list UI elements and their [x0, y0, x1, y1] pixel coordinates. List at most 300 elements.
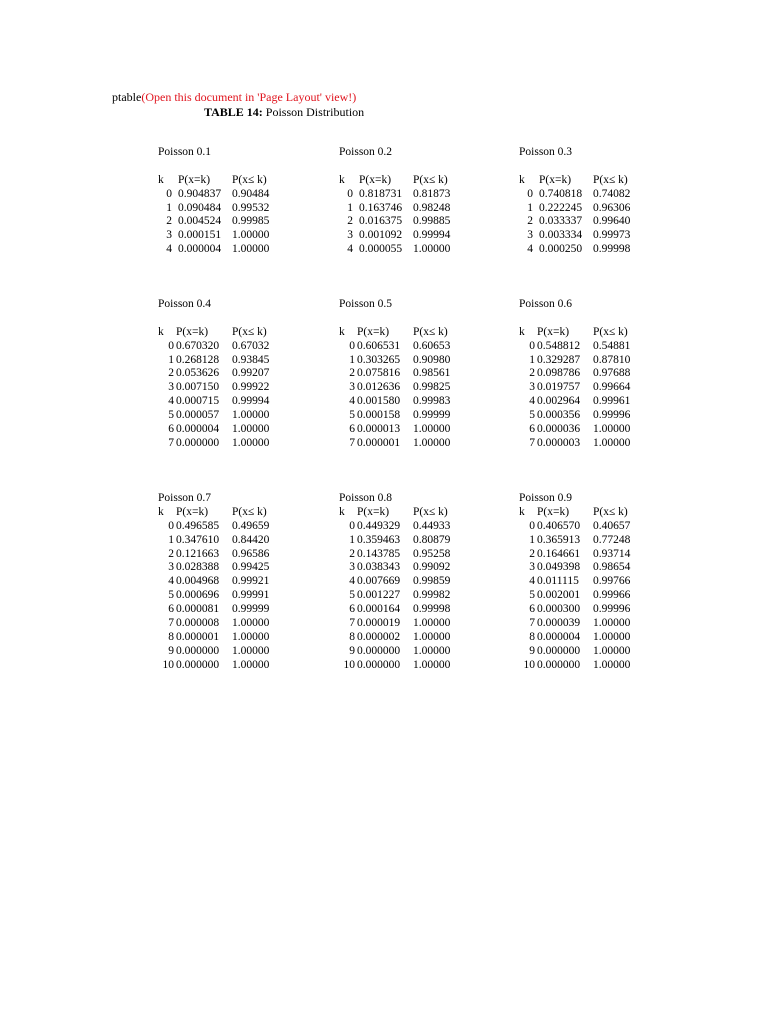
k-value: 2	[529, 547, 535, 560]
k-value: 0	[349, 519, 355, 532]
k-column-header: k	[158, 505, 164, 518]
k-value: 1	[347, 201, 353, 214]
table-number: TABLE 14:	[204, 105, 263, 119]
table-row	[519, 202, 643, 216]
table-row	[158, 589, 282, 603]
cumulative-value: 1.00000	[413, 436, 451, 449]
column-header-row	[158, 326, 282, 340]
table-row	[519, 423, 643, 437]
cumulative-value: 0.97688	[593, 367, 631, 380]
cumulative-column-header: P(x≤ k)	[593, 505, 628, 518]
table-row	[158, 603, 282, 617]
k-column-header: k	[339, 505, 345, 518]
table-row	[519, 409, 643, 423]
table-row	[339, 423, 463, 437]
cumulative-column-header: P(x≤ k)	[232, 325, 267, 338]
table-row	[339, 367, 463, 381]
cumulative-value: 1.00000	[593, 436, 631, 449]
cumulative-value: 0.44933	[413, 519, 451, 532]
cumulative-value: 1.00000	[232, 658, 270, 671]
poisson-table-block	[339, 146, 463, 257]
probability-value: 0.002001	[537, 589, 581, 602]
k-value: 10	[343, 658, 355, 671]
cumulative-value: 1.00000	[413, 617, 451, 630]
k-value: 2	[168, 547, 174, 560]
table-row	[519, 561, 643, 575]
probability-value: 0.016375	[359, 215, 403, 228]
k-value: 5	[529, 589, 535, 602]
probability-value: 0.098786	[537, 367, 581, 380]
probability-value: 0.033337	[539, 215, 583, 228]
table-row	[339, 659, 463, 673]
probability-value: 0.000057	[176, 409, 220, 422]
column-header-row	[158, 174, 282, 188]
spacer	[339, 312, 463, 326]
table-row	[158, 423, 282, 437]
cumulative-value: 0.99983	[413, 395, 451, 408]
poisson-table-block	[519, 146, 643, 257]
k-value: 9	[168, 644, 174, 657]
probability-value: 0.121663	[176, 547, 220, 560]
probability-value: 0.000000	[357, 658, 401, 671]
pk-column-header: P(x=k)	[357, 505, 390, 518]
k-column-header: k	[339, 173, 345, 186]
cumulative-value: 1.00000	[413, 630, 451, 643]
k-value: 1	[168, 353, 174, 366]
k-value: 2	[166, 215, 172, 228]
probability-value: 0.001092	[359, 229, 403, 242]
table-row	[158, 409, 282, 423]
cumulative-value: 0.99991	[232, 589, 270, 602]
document-header	[112, 90, 356, 105]
header-note: (Open this document in 'Page Layout' view!)	[141, 90, 357, 104]
cumulative-value: 1.00000	[593, 658, 631, 671]
table-row	[339, 409, 463, 423]
table-row	[339, 395, 463, 409]
cumulative-value: 0.99425	[232, 561, 270, 574]
cumulative-column-header: P(x≤ k)	[593, 325, 628, 338]
poisson-table-title: Poisson 0.7	[158, 492, 212, 504]
cumulative-value: 1.00000	[413, 243, 451, 256]
table-row	[519, 645, 643, 659]
cumulative-value: 0.99998	[413, 603, 451, 616]
probability-value: 0.359463	[357, 533, 401, 546]
probability-value: 0.075816	[357, 367, 401, 380]
table-row	[339, 437, 463, 451]
table-row	[339, 603, 463, 617]
table-row	[158, 229, 282, 243]
cumulative-value: 0.98248	[413, 201, 451, 214]
cumulative-value: 0.40657	[593, 519, 631, 532]
cumulative-value: 0.99922	[232, 381, 270, 394]
k-value: 0	[527, 187, 533, 200]
table-row	[519, 188, 643, 202]
probability-value: 0.818731	[359, 187, 403, 200]
poisson-table-block	[339, 298, 463, 451]
poisson-table-block	[519, 492, 643, 673]
column-header-row	[339, 326, 463, 340]
table-row	[158, 659, 282, 673]
k-value: 4	[349, 575, 355, 588]
probability-value: 0.019757	[537, 381, 581, 394]
table-row	[158, 548, 282, 562]
table-row	[158, 437, 282, 451]
cumulative-value: 1.00000	[232, 644, 270, 657]
poisson-table-block	[158, 298, 282, 451]
cumulative-value: 0.90484	[232, 187, 270, 200]
table-row	[339, 229, 463, 243]
cumulative-value: 0.99973	[593, 229, 631, 242]
k-value: 4	[347, 243, 353, 256]
k-value: 4	[529, 395, 535, 408]
cumulative-value: 0.49659	[232, 519, 270, 532]
cumulative-value: 0.99982	[413, 589, 451, 602]
probability-value: 0.000004	[537, 630, 581, 643]
table-row	[158, 645, 282, 659]
k-value: 1	[527, 201, 533, 214]
cumulative-value: 1.00000	[593, 617, 631, 630]
k-value: 3	[349, 381, 355, 394]
pk-column-header: P(x=k)	[357, 325, 390, 338]
k-value: 3	[527, 229, 533, 242]
cumulative-value: 0.99996	[593, 409, 631, 422]
probability-value: 0.000696	[176, 589, 220, 602]
k-value: 2	[349, 547, 355, 560]
table-row	[158, 243, 282, 257]
cumulative-value: 0.60653	[413, 339, 451, 352]
k-value: 8	[529, 630, 535, 643]
k-value: 3	[168, 381, 174, 394]
k-value: 2	[349, 367, 355, 380]
cumulative-value: 0.80879	[413, 533, 451, 546]
k-value: 5	[349, 589, 355, 602]
cumulative-column-header: P(x≤ k)	[232, 505, 267, 518]
k-value: 4	[168, 395, 174, 408]
k-value: 3	[347, 229, 353, 242]
k-value: 2	[529, 367, 535, 380]
spacer	[158, 312, 282, 326]
k-value: 1	[166, 201, 172, 214]
cumulative-value: 1.00000	[232, 436, 270, 449]
probability-value: 0.000055	[359, 243, 403, 256]
probability-value: 0.449329	[357, 519, 401, 532]
k-value: 0	[166, 187, 172, 200]
spacer	[519, 160, 643, 174]
table-row	[339, 202, 463, 216]
cumulative-value: 0.93714	[593, 547, 631, 560]
cumulative-value: 0.99766	[593, 575, 631, 588]
pk-column-header: P(x=k)	[537, 505, 570, 518]
table-row	[339, 589, 463, 603]
probability-value: 0.000013	[357, 423, 401, 436]
k-value: 0	[349, 339, 355, 352]
probability-value: 0.000008	[176, 617, 220, 630]
poisson-table-block	[158, 492, 282, 673]
probability-value: 0.038343	[357, 561, 401, 574]
cumulative-value: 0.99996	[593, 603, 631, 616]
poisson-table-title: Poisson 0.2	[339, 146, 393, 158]
probability-value: 0.000036	[537, 423, 581, 436]
k-value: 5	[349, 409, 355, 422]
k-value: 5	[168, 589, 174, 602]
k-value: 8	[349, 630, 355, 643]
probability-value: 0.740818	[539, 187, 583, 200]
probability-value: 0.011115	[537, 575, 579, 588]
cumulative-value: 0.77248	[593, 533, 631, 546]
k-value: 3	[166, 229, 172, 242]
probability-value: 0.000000	[357, 644, 401, 657]
table-row	[519, 381, 643, 395]
table-row	[519, 229, 643, 243]
k-value: 3	[529, 561, 535, 574]
column-header-row	[519, 174, 643, 188]
probability-value: 0.000004	[178, 243, 222, 256]
cumulative-value: 0.90980	[413, 353, 451, 366]
cumulative-value: 0.98561	[413, 367, 451, 380]
cumulative-value: 0.74082	[593, 187, 631, 200]
k-value: 10	[162, 658, 174, 671]
table-row	[339, 340, 463, 354]
k-column-header: k	[519, 173, 525, 186]
table-row	[158, 561, 282, 575]
k-value: 0	[529, 339, 535, 352]
pk-column-header: P(x=k)	[176, 325, 209, 338]
table-row	[158, 354, 282, 368]
probability-value: 0.000019	[357, 617, 401, 630]
k-value: 4	[349, 395, 355, 408]
cumulative-value: 1.00000	[593, 644, 631, 657]
table-row	[519, 534, 643, 548]
probability-value: 0.406570	[537, 519, 581, 532]
k-value: 6	[529, 603, 535, 616]
k-value: 9	[349, 644, 355, 657]
cumulative-value: 0.87810	[593, 353, 631, 366]
cumulative-value: 0.67032	[232, 339, 270, 352]
probability-value: 0.000003	[537, 436, 581, 449]
cumulative-value: 1.00000	[232, 617, 270, 630]
k-value: 7	[349, 436, 355, 449]
table-row	[339, 561, 463, 575]
column-header-row	[158, 506, 282, 520]
poisson-table-title: Poisson 0.3	[519, 146, 573, 158]
table-row	[519, 437, 643, 451]
probability-value: 0.000001	[357, 436, 401, 449]
probability-value: 0.000081	[176, 603, 220, 616]
cumulative-value: 0.99998	[593, 243, 631, 256]
column-header-row	[519, 506, 643, 520]
cumulative-value: 0.99859	[413, 575, 451, 588]
probability-value: 0.028388	[176, 561, 220, 574]
probability-value: 0.606531	[357, 339, 401, 352]
k-value: 4	[168, 575, 174, 588]
poisson-table-title: Poisson 0.1	[158, 146, 212, 158]
k-value: 4	[529, 575, 535, 588]
probability-value: 0.012636	[357, 381, 401, 394]
k-value: 10	[523, 658, 535, 671]
probability-value: 0.007150	[176, 381, 220, 394]
k-value: 6	[168, 603, 174, 616]
cumulative-column-header: P(x≤ k)	[232, 173, 267, 186]
k-value: 1	[529, 353, 535, 366]
probability-value: 0.049398	[537, 561, 581, 574]
probability-value: 0.000715	[176, 395, 220, 408]
k-value: 1	[349, 533, 355, 546]
k-value: 5	[168, 409, 174, 422]
cumulative-value: 0.95258	[413, 547, 451, 560]
cumulative-value: 0.93845	[232, 353, 270, 366]
spacer	[158, 160, 282, 174]
cumulative-column-header: P(x≤ k)	[413, 505, 448, 518]
cumulative-value: 1.00000	[232, 229, 270, 242]
probability-value: 0.329287	[537, 353, 581, 366]
k-value: 6	[529, 423, 535, 436]
probability-value: 0.303265	[357, 353, 401, 366]
cumulative-value: 1.00000	[413, 423, 451, 436]
pk-column-header: P(x=k)	[359, 173, 392, 186]
table-row	[519, 617, 643, 631]
k-value: 4	[166, 243, 172, 256]
column-header-row	[339, 174, 463, 188]
spacer	[339, 160, 463, 174]
k-column-header: k	[519, 325, 525, 338]
probability-value: 0.000356	[537, 409, 581, 422]
cumulative-value: 1.00000	[413, 644, 451, 657]
cumulative-value: 1.00000	[232, 409, 270, 422]
cumulative-value: 0.99885	[413, 215, 451, 228]
probability-value: 0.000000	[537, 644, 581, 657]
spacer	[519, 312, 643, 326]
k-value: 1	[529, 533, 535, 546]
probability-value: 0.000001	[176, 630, 220, 643]
k-value: 1	[349, 353, 355, 366]
poisson-table-title: Poisson 0.6	[519, 298, 573, 310]
table-row	[519, 395, 643, 409]
table-row	[519, 548, 643, 562]
probability-value: 0.365913	[537, 533, 581, 546]
table-row	[158, 631, 282, 645]
table-row	[339, 243, 463, 257]
probability-value: 0.001580	[357, 395, 401, 408]
table-row	[519, 243, 643, 257]
table-row	[339, 631, 463, 645]
k-value: 2	[527, 215, 533, 228]
probability-value: 0.000039	[537, 617, 581, 630]
k-value: 1	[168, 533, 174, 546]
k-value: 3	[168, 561, 174, 574]
probability-value: 0.000158	[357, 409, 401, 422]
probability-value: 0.007669	[357, 575, 401, 588]
probability-value: 0.670320	[176, 339, 220, 352]
table-row	[519, 354, 643, 368]
cumulative-value: 0.84420	[232, 533, 270, 546]
table-row	[519, 589, 643, 603]
probability-value: 0.222245	[539, 201, 583, 214]
table-row	[158, 367, 282, 381]
k-value: 7	[168, 436, 174, 449]
probability-value: 0.000151	[178, 229, 222, 242]
cumulative-value: 0.99999	[232, 603, 270, 616]
cumulative-column-header: P(x≤ k)	[593, 173, 628, 186]
probability-value: 0.000004	[176, 423, 220, 436]
probability-value: 0.003334	[539, 229, 583, 242]
k-value: 0	[168, 519, 174, 532]
pk-column-header: P(x=k)	[176, 505, 209, 518]
k-value: 9	[529, 644, 535, 657]
pk-column-header: P(x=k)	[539, 173, 572, 186]
table-row	[158, 340, 282, 354]
k-column-header: k	[519, 505, 525, 518]
k-value: 7	[168, 617, 174, 630]
cumulative-value: 0.99994	[232, 395, 270, 408]
probability-value: 0.143785	[357, 547, 401, 560]
pk-column-header: P(x=k)	[178, 173, 211, 186]
probability-value: 0.268128	[176, 353, 220, 366]
cumulative-value: 0.99921	[232, 575, 270, 588]
k-value: 7	[529, 436, 535, 449]
poisson-table-title: Poisson 0.9	[519, 492, 573, 504]
k-value: 3	[349, 561, 355, 574]
probability-value: 0.000000	[176, 436, 220, 449]
probability-value: 0.000300	[537, 603, 581, 616]
cumulative-value: 0.99092	[413, 561, 451, 574]
cumulative-value: 1.00000	[232, 243, 270, 256]
pk-column-header: P(x=k)	[537, 325, 570, 338]
table-row	[158, 617, 282, 631]
k-value: 3	[529, 381, 535, 394]
k-value: 2	[168, 367, 174, 380]
poisson-table-title: Poisson 0.8	[339, 492, 393, 504]
probability-value: 0.164661	[537, 547, 581, 560]
probability-value: 0.000250	[539, 243, 583, 256]
cumulative-value: 0.99961	[593, 395, 631, 408]
cumulative-value: 1.00000	[232, 630, 270, 643]
k-value: 4	[527, 243, 533, 256]
k-value: 2	[347, 215, 353, 228]
poisson-table-block	[158, 146, 282, 257]
cumulative-value: 1.00000	[593, 630, 631, 643]
k-value: 8	[168, 630, 174, 643]
probability-value: 0.000000	[537, 658, 581, 671]
probability-value: 0.004524	[178, 215, 222, 228]
table-row	[519, 575, 643, 589]
cumulative-column-header: P(x≤ k)	[413, 173, 448, 186]
poisson-table-title: Poisson 0.5	[339, 298, 393, 310]
table-row	[339, 520, 463, 534]
k-value: 5	[529, 409, 535, 422]
probability-value: 0.548812	[537, 339, 581, 352]
k-value: 0	[529, 519, 535, 532]
cumulative-value: 0.54881	[593, 339, 631, 352]
column-header-row	[339, 506, 463, 520]
table-row	[339, 548, 463, 562]
table-row	[519, 659, 643, 673]
probability-value: 0.090484	[178, 201, 222, 214]
cumulative-value: 0.99985	[232, 215, 270, 228]
table-row	[339, 575, 463, 589]
probability-value: 0.053626	[176, 367, 220, 380]
table-row	[339, 617, 463, 631]
k-column-header: k	[158, 173, 164, 186]
probability-value: 0.004968	[176, 575, 220, 588]
k-value: 6	[168, 423, 174, 436]
table-title	[204, 105, 364, 120]
table-row	[519, 520, 643, 534]
table-row	[519, 367, 643, 381]
cumulative-column-header: P(x≤ k)	[413, 325, 448, 338]
cumulative-value: 1.00000	[232, 423, 270, 436]
table-row	[519, 631, 643, 645]
cumulative-value: 0.99994	[413, 229, 451, 242]
